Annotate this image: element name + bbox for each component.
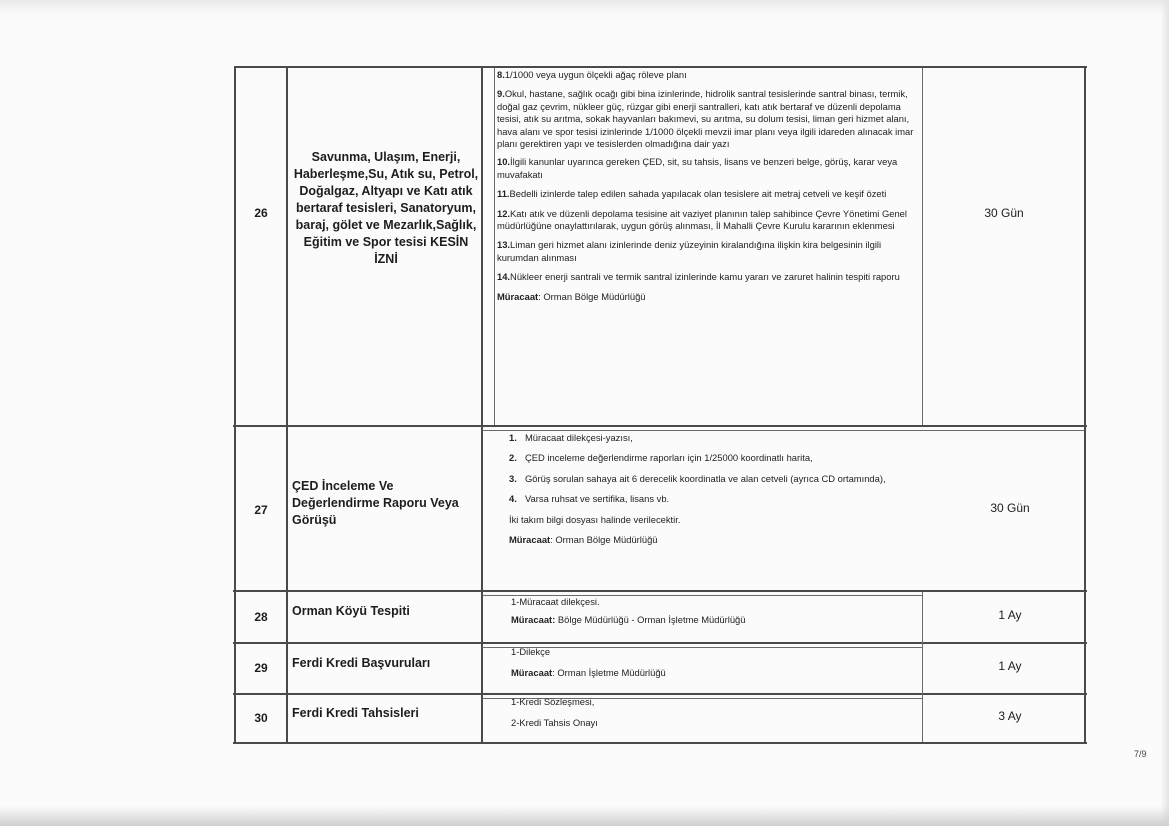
note-text: İki takım bilgi dosyası halinde verilecektir. [509,513,681,525]
processing-time: 30 Gün [990,501,1030,515]
list-item: 9.Okul, hastane, sağlık ocağı gibi bina izinlerinde, hidrolik santral tesislerinde santral binası, termik, doğal gaz çevrim, nükleer güç, rüzgar gibi enerji santralleri, katı atık bertaraf ve düzenli depolama tesisi, atık su arıtma, sokak hayvanları bakımevi, su arıtma, su dolum tesisi, liman geri hizmet alanı, hava alanı ve spor tesisi izinlerinde 1/1000 ölçekli mevzii imar planı veya ilgili idareden alınacak imar planı gerektiren yapı ve tesislerden olmadığına dair yazı [497,88,914,150]
permit-name: Ferdi Kredi Başvuruları [292,656,431,670]
processing-time: 30 Gün [984,206,1024,220]
list-item: 2-Kredi Tahsis Onayı [511,717,598,729]
application-office: Müracaat: Bölge Müdürlüğü - Orman İşletme Müdürlüğü [511,614,746,626]
list-item: 1-Kredi Sözleşmesi, [511,696,595,707]
list-item: 8.1/1000 veya uygun ölçekli ağaç röleve planı [497,69,687,80]
list-item: 2. ÇED inceleme değerlendirme raporları için 1/25000 koordinatlı harita, [509,452,813,464]
list-item: 12.Katı atık ve düzenli depolama tesisine ait vaziyet planının talep sahibince Çevre Yönetimi Genel müdürlüğüne onaylattırılarak, uygun görüş alınması, İl Mahalli Çevre Kurulu kararının eklenmesi [497,207,907,232]
list-item: 3. Görüş sorulan sahaya ait 6 derecelik koordinatla ve alan cetveli (ayrıca CD ortamında), [509,472,886,484]
list-item: 14.Nükleer enerji santrali ve termik santral izinlerinde kamu yararı ve zaruret halinin tespiti raporu [497,271,900,283]
list-item: 1-Müracaat dilekçesi. [511,596,600,607]
row-number: 27 [254,503,268,517]
permit-name: Ferdi Kredi Tahsisleri [292,706,419,720]
list-item: 11.Bedelli izinlerde talep edilen sahada yapılacak olan tesislere ait metraj cetveli ve keşif özeti [497,188,887,200]
list-item: 4. Varsa ruhsat ve sertifika, lisans vb. [509,493,670,505]
permit-name: Orman Köyü Tespiti [292,604,410,618]
application-office: Müracaat: Orman Bölge Müdürlüğü [497,290,646,302]
application-office: Müracaat: Orman İşletme Müdürlüğü [511,667,666,679]
processing-time: 1 Ay [998,608,1022,622]
application-office: Müracaat: Orman Bölge Müdürlüğü [509,534,658,546]
list-item: 10.İlgili kanunlar uyarınca gereken ÇED, sit, su tahsis, lisans ve benzeri belge, görüş, karar veya muvafakatı [497,156,898,180]
scan-shadow-top [0,0,1169,14]
permit-name: Savunma, Ulaşım, Enerji, Haberleşme,Su, Atık su, Petrol, Doğalgaz, Altyapı ve Katı atık bertaraf tesisleri, Sanatoryum, baraj, gölet ve Mezarlık,Sağlık, Eğitim ve Spor tesisi KESİN İZNİ [293,150,479,266]
permit-name: ÇED İnceleme Ve Değerlendirme Raporu Veya Görüşü [292,479,459,527]
list-item: 1. Müracaat dilekçesi-yazısı, [509,432,633,443]
list-item: 1-Dilekçe [511,646,551,657]
row-number: 30 [254,711,268,725]
processing-time: 3 Ay [998,709,1022,723]
requirements-list [497,69,917,310]
processing-time: 1 Ay [998,659,1022,673]
requirements-list [509,432,914,546]
page-number: 7/9 [1134,749,1147,759]
row-number: 28 [254,610,268,624]
scan-shadow-bottom [0,806,1169,826]
requirements-list [511,596,916,627]
row-number: 29 [254,661,268,675]
requirements-list [511,646,916,680]
requirements-list [511,696,916,730]
row-number: 26 [254,206,268,220]
list-item: 13.Liman geri hizmet alanı izinlerinde deniz yüzeyinin kiralandığına ilişkin kira belgesinin ilgili kurumdan alınması [497,239,882,263]
scan-shadow-right [1160,0,1169,826]
